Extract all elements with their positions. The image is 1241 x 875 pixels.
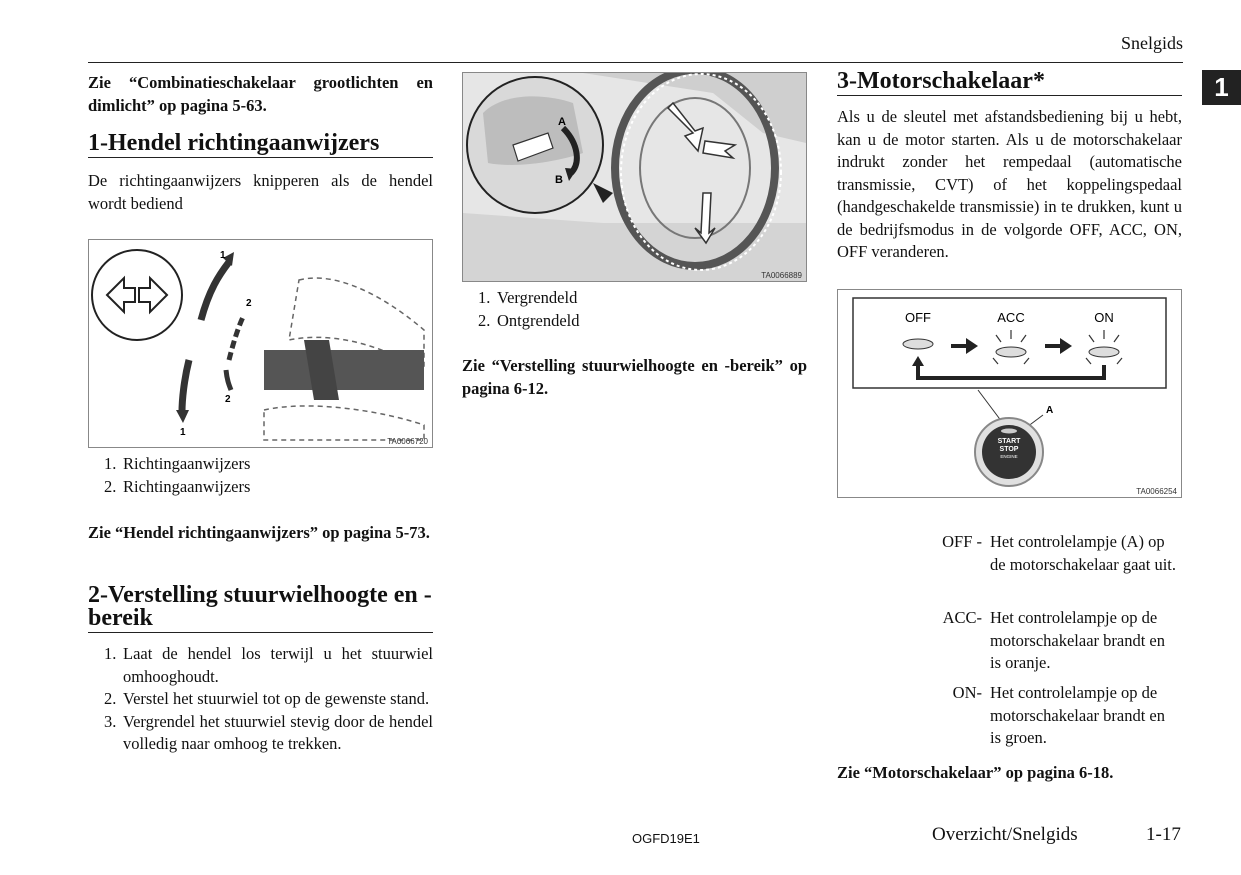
section3-text: Als u de sleutel met afstandsbediening bij u hebt, kan u de motor starten. Als u de motorschakelaar indrukt zonder het rempedaal (automatische transmissie, CVT) of het koppelingspedaal (handgeschakelde transmissie) in te drukken, kunt u de bedrijfsmodus in de volgorde OFF, ACC, ON, OFF veranderen. [837,107,1182,261]
mode-list [922,531,1182,756]
list-item: 1. Vergrendeld [478,288,578,307]
label-on: ON [1094,310,1114,325]
section2-heading: 2-Verstelling stuurwielhoogte en -bereik [88,582,432,631]
button-line-start: START [997,438,1021,445]
list-item: 2. Richtingaanwijzers [104,476,251,496]
intro-reference: Zie “Combinatieschakelaar grootlichten en dimlicht” op pagina 5-63. [88,73,433,115]
button-line-engine: ENGINE [1000,454,1018,459]
mode-desc: Het controlelampje op de motorschakelaar brandt en is oranje. [990,608,1166,672]
section1-list [88,453,433,498]
list-item: 3. Vergrendel het stuurwiel stevig door de hendel volledig naar omhoog te trekken. [104,711,433,753]
callout-a: A [558,116,566,128]
running-header: Snelgids [1120,33,1183,53]
callout-a: A [1046,405,1054,416]
chapter-tab: 1 [1202,70,1241,105]
figure-code: TA0066254 [1136,487,1177,496]
engine-switch-reference: Zie “Motorschakelaar” op pagina 6-18. [837,763,1114,782]
section1-heading: 1-Hendel richtingaanwijzers [88,132,433,158]
label-acc: ACC [997,310,1025,325]
turn-signal-illustration [89,240,432,447]
mode-desc: Het controlelampje (A) op de motorschakelaar gaat uit. [990,532,1177,574]
section3-heading: 3-Motorschakelaar* [837,70,1182,96]
mode-desc: Het controlelampje op de motorschakelaar brandt en is groen. [990,683,1166,747]
mode-term: ON- [952,683,982,702]
steering-list [462,287,807,332]
turn-signal-figure [88,239,433,448]
list-item: 2. Verstel het stuurwiel tot op de gewenste stand. [104,689,430,708]
steering-reference: Zie “Verstelling stuurwielhoogte en -bereik” op pagina 6-12. [462,356,807,398]
figure-code: TA0066889 [761,271,802,280]
left-arrow-icon [107,278,135,312]
callout-1-bottom: 1 [180,427,186,438]
section1-text: De richtingaanwijzers knipperen als de hendel wordt bediend [88,171,433,213]
engine-switch-illustration [838,290,1181,497]
steering-figure [462,72,807,282]
callout-1-top: 1 [220,250,226,261]
list-item: 2. Ontgrendeld [478,310,580,330]
list-item: 1. Richtingaanwijzers [104,454,251,473]
header-rule [88,62,1183,63]
footer-section: Overzicht/Snelgids [932,824,1078,845]
section2-list [88,643,433,756]
steering-illustration [463,73,806,281]
callout-b: B [555,174,563,186]
callout-2-top: 2 [246,298,252,309]
figure-code: TA0066720 [387,437,428,446]
button-line-stop: STOP [999,446,1019,453]
callout-2-bottom: 2 [225,394,231,405]
right-arrow-icon [139,278,167,312]
mode-term: OFF - [942,532,982,551]
list-item: 1. Laat de hendel los terwijl u het stuurwiel omhooghoudt. [104,644,433,686]
mode-term: ACC- [942,608,982,627]
page-number: 1-17 [1146,824,1181,845]
label-off: OFF [905,310,931,325]
engine-switch-figure [837,289,1182,498]
section1-reference: Zie “Hendel richtingaanwijzers” op pagina 5-73. [88,523,430,542]
document-code: OGFD19E1 [632,831,700,846]
